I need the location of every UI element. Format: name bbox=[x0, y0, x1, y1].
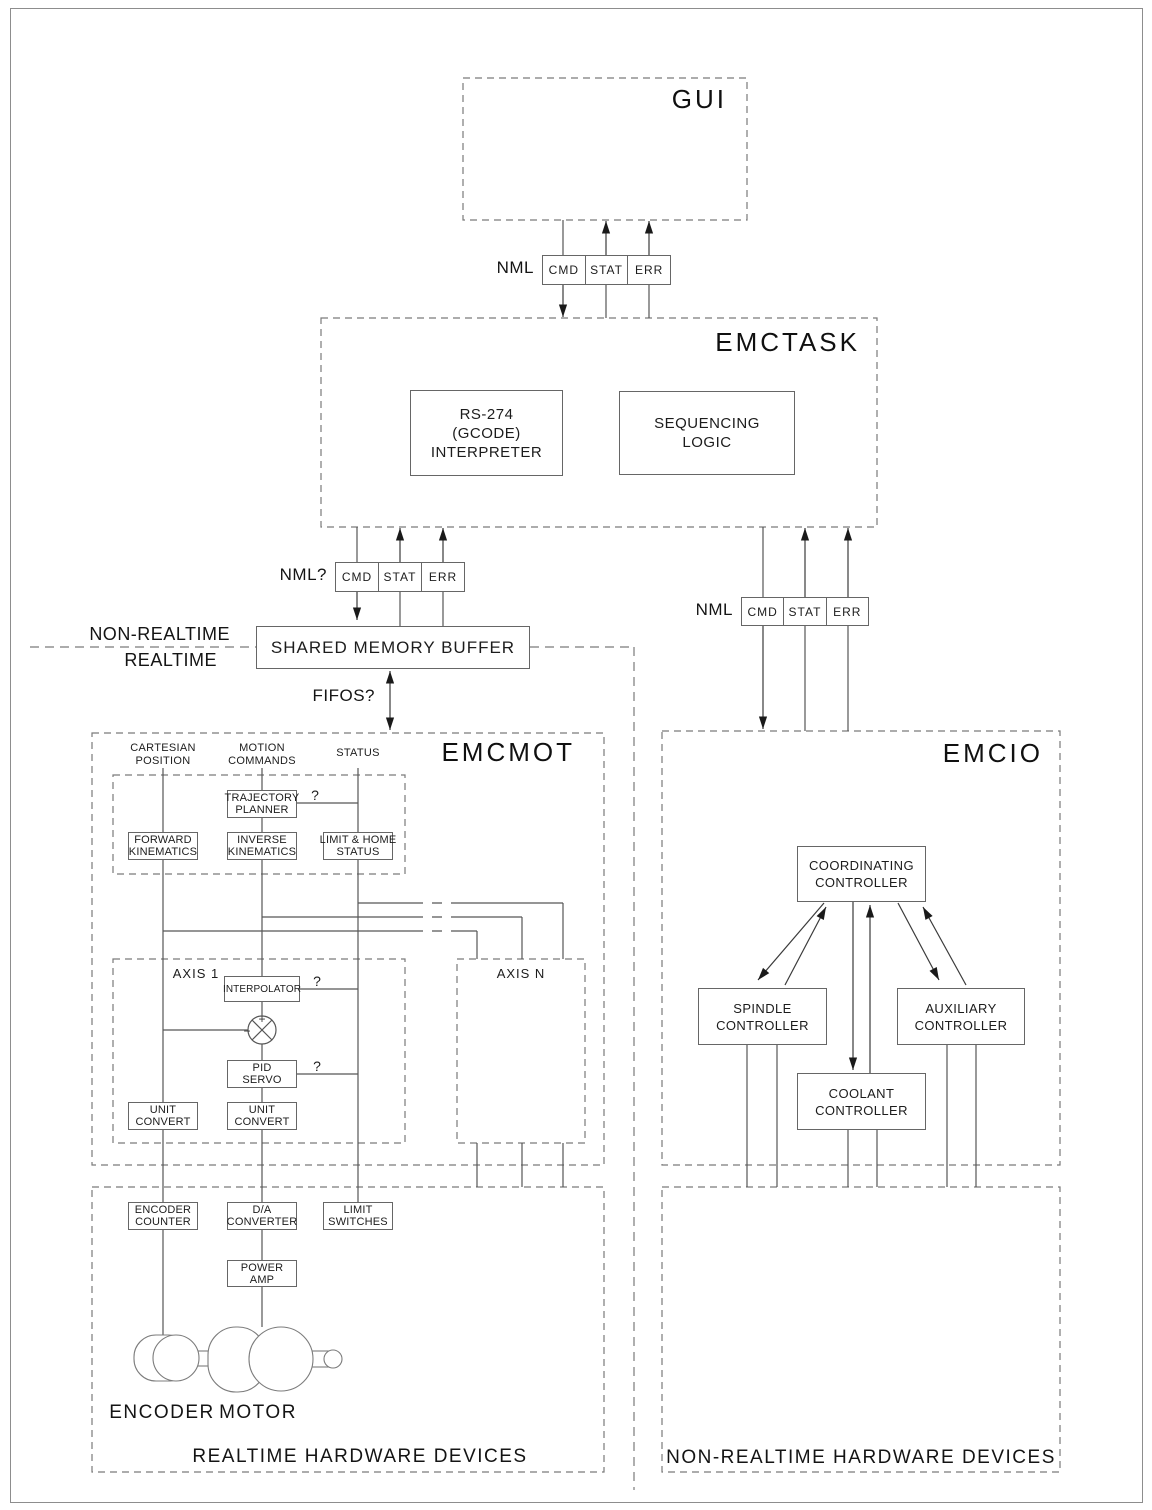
nml-right-label: NML bbox=[695, 600, 733, 619]
axisn-box-outline bbox=[457, 959, 585, 1143]
coordinating-to-auxiliary-arrow bbox=[898, 903, 939, 980]
dashed-containers bbox=[30, 78, 1060, 1490]
nml-right-err-cell: ERR bbox=[826, 598, 868, 625]
coordinating-controller-box: COORDINATING CONTROLLER bbox=[797, 846, 926, 902]
pid-question-mark: ? bbox=[313, 1058, 321, 1074]
sequencing-line2: LOGIC bbox=[682, 434, 732, 451]
non-realtime-label: NON-REALTIME bbox=[89, 624, 230, 644]
motor-face bbox=[249, 1327, 313, 1391]
spindle-to-coordinating-arrow bbox=[785, 907, 826, 985]
interpreter-line2: (GCODE) bbox=[452, 424, 521, 442]
shared-memory-buffer-box bbox=[256, 626, 530, 669]
nonrealtime-hw-box-outline bbox=[662, 1187, 1060, 1472]
motor-label: MOTOR bbox=[219, 1402, 297, 1423]
emctask-title: EMCTASK bbox=[715, 327, 860, 357]
encoder-face bbox=[153, 1335, 199, 1381]
nml-right-cmd-cell: CMD bbox=[747, 604, 778, 619]
nml-left-stat-cell: STAT bbox=[378, 563, 421, 591]
motion-commands-header: MOTION COMMANDS bbox=[228, 742, 296, 767]
nml-top-box bbox=[542, 255, 671, 285]
nml-left-cmd-cell: CMD bbox=[341, 570, 373, 584]
emcmot-box-outline bbox=[92, 733, 604, 1165]
signal-wires bbox=[163, 220, 976, 1335]
realtime-hw-title: REALTIME HARDWARE DEVICES bbox=[192, 1446, 528, 1467]
coordinating-to-spindle-arrow bbox=[758, 903, 824, 980]
emcio-title: EMCIO bbox=[942, 738, 1043, 768]
nml-right-box bbox=[741, 597, 869, 626]
forward-kinematics-box: FORWARD KINEMATICS bbox=[128, 834, 198, 858]
nml-top-label: NML bbox=[496, 258, 534, 277]
nonrealtime-hw-title: NON-REALTIME HARDWARE DEVICES bbox=[666, 1447, 1056, 1468]
nml-top-stat-cell: STAT bbox=[585, 256, 628, 284]
limit-home-status-box: LIMIT & HOME STATUS bbox=[319, 834, 397, 858]
trajectory-question-mark: ? bbox=[311, 787, 319, 803]
da-converter-box: D/A CONVERTER bbox=[226, 1204, 298, 1228]
interpolator-box: INTERPOLATOR bbox=[224, 976, 300, 1002]
nml-right-stat-cell: STAT bbox=[783, 598, 825, 625]
gcode-interpreter-box bbox=[410, 390, 563, 476]
cartesian-position-header: CARTESIAN POSITION bbox=[130, 742, 196, 767]
pid-servo-box: PID SERVO bbox=[227, 1060, 297, 1088]
interpreter-line1: RS-274 bbox=[459, 405, 514, 423]
motor-shaft-end bbox=[324, 1350, 342, 1368]
limit-switches-box: LIMIT SWITCHES bbox=[323, 1202, 393, 1230]
encoder-label: ENCODER bbox=[109, 1402, 215, 1423]
encoder-counter-box: ENCODER COUNTER bbox=[128, 1202, 198, 1230]
fifos-label: FIFOS? bbox=[312, 686, 375, 705]
axis-continuation-dashes bbox=[413, 903, 457, 931]
shared-memory-buffer-label: SHARED MEMORY BUFFER bbox=[270, 637, 516, 657]
gui-title: GUI bbox=[671, 84, 727, 114]
unit-convert-box-left: UNIT CONVERT bbox=[128, 1102, 198, 1130]
auxiliary-controller-box: AUXILIARY CONTROLLER bbox=[897, 988, 1025, 1045]
sequencing-line1: SEQUENCING bbox=[654, 415, 760, 432]
inverse-kinematics-box: INVERSE KINEMATICS bbox=[227, 834, 297, 858]
spindle-controller-box: SPINDLE CONTROLLER bbox=[698, 988, 827, 1045]
axis1-label: AXIS 1 bbox=[172, 966, 220, 981]
coolant-controller-box: COOLANT CONTROLLER bbox=[797, 1073, 926, 1130]
trajectory-planner-box: TRAJECTORY PLANNER bbox=[224, 792, 300, 816]
unit-convert-box-mid: UNIT CONVERT bbox=[227, 1102, 297, 1130]
junction-minus-sign: − bbox=[243, 1024, 251, 1038]
interpolator-question-mark: ? bbox=[313, 973, 321, 989]
nml-top-cmd-cell: CMD bbox=[548, 263, 579, 277]
nml-left-label: NML? bbox=[279, 565, 327, 584]
sequencing-logic-box bbox=[619, 391, 795, 475]
nml-left-box bbox=[335, 562, 465, 592]
power-amp-box: POWER AMP bbox=[227, 1260, 297, 1287]
axisn-label: AXIS N bbox=[496, 966, 546, 981]
emcmot-title: EMCMOT bbox=[441, 737, 575, 767]
junction-plus-sign: + bbox=[258, 1012, 266, 1026]
auxiliary-to-coordinating-arrow bbox=[923, 907, 966, 985]
interpreter-line3: INTERPRETER bbox=[430, 443, 543, 461]
encoder-motor-drawing bbox=[134, 1327, 342, 1392]
nml-left-err-cell: ERR bbox=[421, 563, 464, 591]
nml-top-err-cell: ERR bbox=[627, 256, 670, 284]
realtime-label: REALTIME bbox=[124, 650, 217, 670]
status-header: STATUS bbox=[336, 747, 380, 759]
